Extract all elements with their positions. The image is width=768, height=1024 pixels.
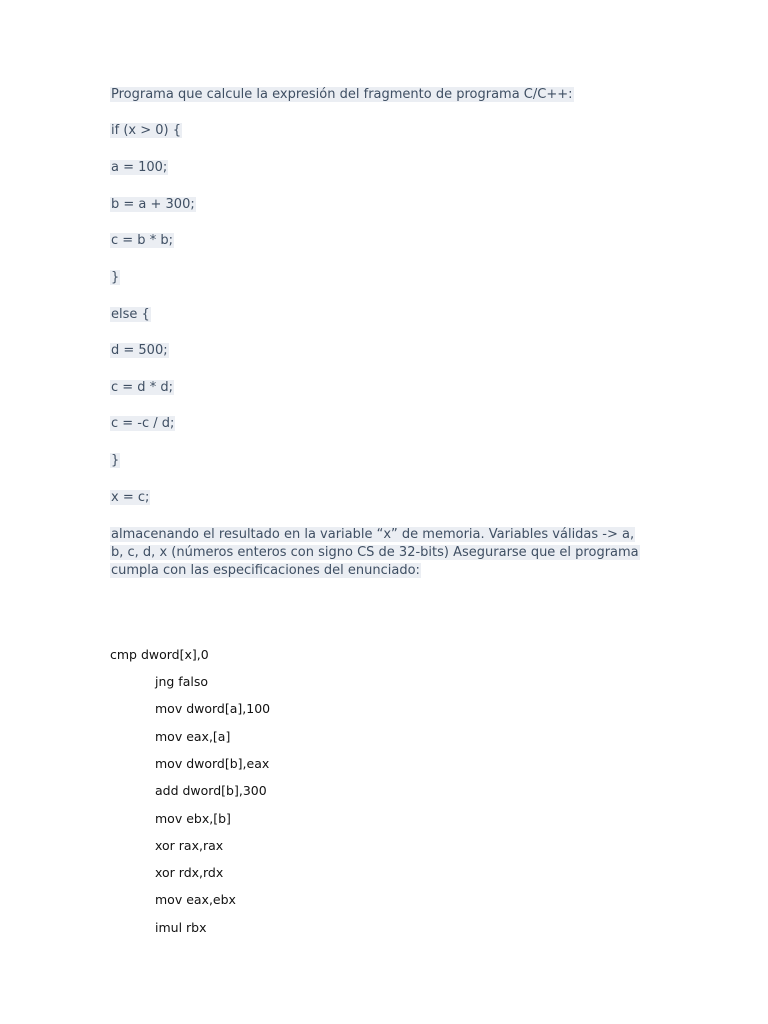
asm-line: add dword[b],300	[155, 783, 267, 798]
intro-text: Programa que calcule la expresión del fragmento de programa C/C++:	[111, 87, 573, 102]
asm-line: mov dword[b],eax	[155, 756, 270, 771]
c-code-line	[110, 342, 169, 360]
c-code-line	[110, 232, 174, 250]
asm-line: cmp dword[x],0	[110, 647, 209, 662]
intro-line	[110, 86, 574, 104]
c-code-text: b = a + 300;	[111, 197, 195, 212]
c-code-line	[110, 122, 182, 140]
asm-line: xor rax,rax	[155, 838, 224, 853]
asm-line: imul rbx	[155, 920, 207, 935]
asm-line: xor rdx,rdx	[155, 865, 224, 880]
c-code-text: c = b * b;	[111, 233, 173, 248]
c-code-line	[110, 379, 174, 397]
c-code-line	[110, 269, 120, 287]
c-code-text: a = 100;	[111, 160, 168, 175]
asm-line: jng falso	[155, 674, 208, 689]
description-text: almacenando el resultado en la variable “x” de memoria. Variables válidas -> a, b, c, d, x (números enteros con signo CS de 32-bits) Asegurarse que el programa cumpla con las especificaciones del enunciado:	[111, 527, 639, 578]
description-paragraph	[110, 526, 640, 580]
c-code-text: c = -c / d;	[111, 416, 175, 431]
c-code-text: if (x > 0) {	[111, 123, 181, 138]
c-code-text: x = c;	[111, 490, 150, 505]
c-code-text: }	[111, 270, 120, 285]
c-code-line	[110, 306, 151, 324]
c-code-text: else {	[111, 307, 150, 322]
c-code-text: d = 500;	[111, 343, 168, 358]
asm-line: mov dword[a],100	[155, 701, 271, 716]
c-code-line	[110, 452, 120, 470]
c-code-text: }	[111, 453, 120, 468]
c-code-line	[110, 196, 196, 214]
asm-line: mov eax,ebx	[155, 892, 236, 907]
c-code-line	[110, 159, 168, 177]
asm-line: mov eax,[a]	[155, 729, 231, 744]
asm-line: mov ebx,[b]	[155, 811, 231, 826]
c-code-line	[110, 489, 150, 507]
c-code-line	[110, 415, 175, 433]
c-code-text: c = d * d;	[111, 380, 173, 395]
